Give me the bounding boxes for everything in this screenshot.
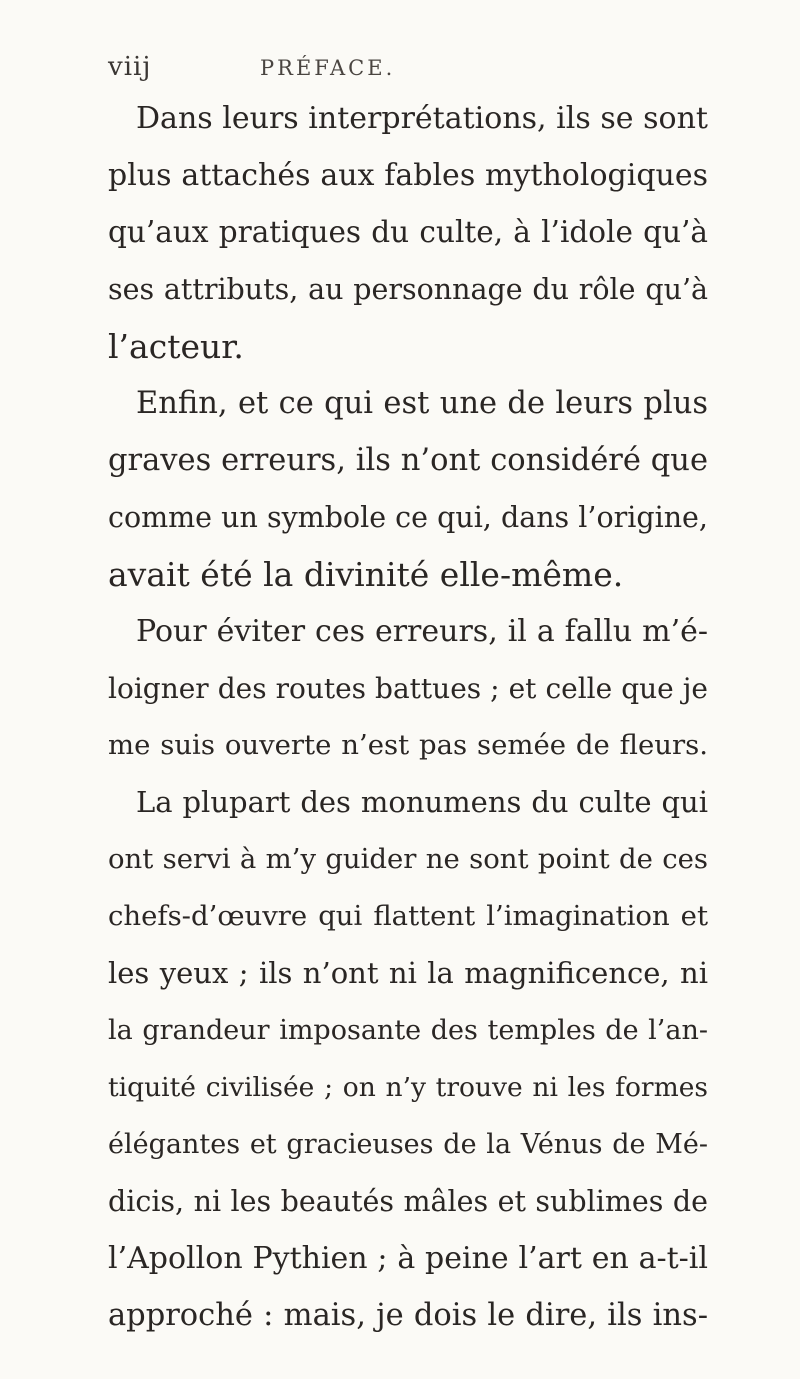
text-line: approché : mais, je dois le dire, ils ins-: [108, 1298, 708, 1333]
text-line: tiquité civilisée ; on n’y trouve ni les formes: [108, 1072, 708, 1103]
text-line: ses attributs, au personnage du rôle qu’à: [108, 273, 708, 306]
text-line: graves erreurs, ils n’ont considéré que: [108, 443, 708, 478]
text-line: l’Apollon Pythien ; à peine l’art en a-t-il: [108, 1241, 708, 1276]
text-line: Pour éviter ces erreurs, il a fallu m’é-: [136, 614, 708, 649]
text-line: Dans leurs interprétations, ils se sont: [136, 101, 708, 136]
text-line: qu’aux pratiques du culte, à l’idole qu’à: [108, 215, 708, 249]
text-line: loigner des routes battues ; et celle que je: [108, 672, 708, 705]
text-line: comme un symbole ce qui, dans l’origine,: [108, 501, 708, 534]
text-line: avait été la divinité elle-même.: [108, 555, 624, 594]
text-line: plus attachés aux fables mythologiques: [108, 158, 708, 193]
text-line: dicis, ni les beautés mâles et sublimes de: [108, 1185, 708, 1218]
running-title: PRÉFACE.: [260, 56, 396, 80]
text-line: la grandeur imposante des temples de l’an-: [108, 1015, 708, 1046]
text-line: les yeux ; ils n’ont ni la magnificence, ni: [108, 956, 708, 990]
page-number: viij: [108, 52, 152, 82]
text-line: La plupart des monumens du culte qui: [136, 785, 708, 819]
text-line: Enfin, et ce qui est une de leurs plus: [136, 386, 708, 421]
body-text: [108, 90, 708, 1344]
running-head: [108, 52, 698, 82]
text-line: ont servi à m’y guider ne sont point de ces: [108, 843, 708, 875]
text-line: l’acteur.: [108, 327, 244, 366]
text-line: élégantes et gracieuses de la Vénus de Mé-: [108, 1129, 708, 1160]
text-line: chefs-d’œuvre qui flattent l’imagination et: [108, 900, 708, 932]
text-line: me suis ouverte n’est pas semée de fleurs.: [108, 729, 708, 761]
